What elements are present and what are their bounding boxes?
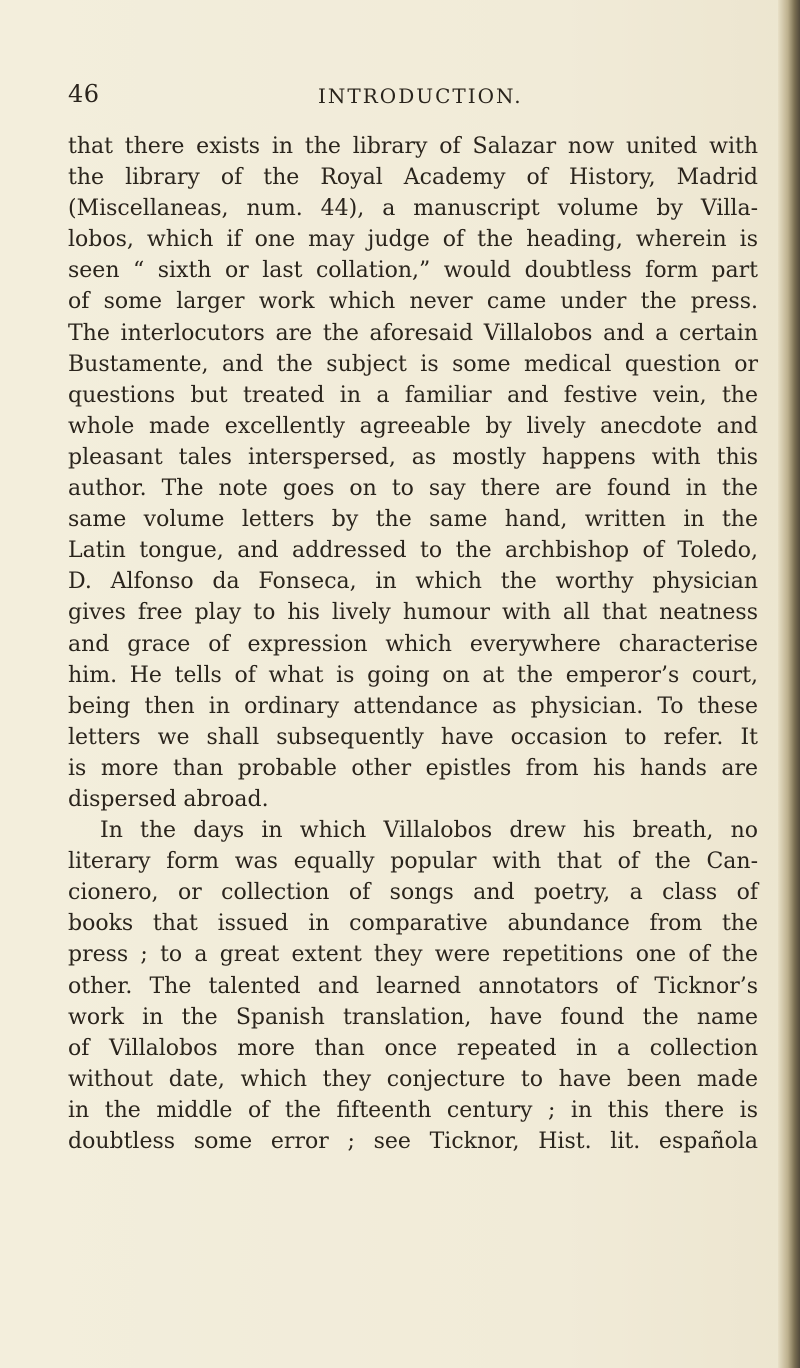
paragraph-end-line: dispersed abroad. [68,786,269,812]
text-line: press ; to a great extent they were repetitions one of the [68,942,758,968]
body-text [68,131,758,1157]
page-number: 46 [68,80,100,108]
text-line: the library of the Royal Academy of History, Madrid [68,165,758,191]
text-line: author. The note goes on to say there are found in the [68,476,758,502]
text-line: books that issued in comparative abundance from the [68,911,758,937]
text-line: literary form was equally popular with that of the Can- [68,849,758,875]
page-edge-shadow [778,0,800,1368]
text-line: cionero, or collection of songs and poetry, a class of [68,880,758,906]
text-line: is more than probable other epistles from his hands are [68,755,758,781]
text-line: (Miscellaneas, num. 44), a manuscript volume by Villa- [68,196,758,222]
text-line: being then in ordinary attendance as physician. To these [68,693,758,719]
text-line: other. The talented and learned annotators of Ticknor’s [68,973,758,999]
text-line: D. Alfonso da Fonseca, in which the worthy physician [68,569,758,595]
text-line: Latin tongue, and addressed to the archbishop of Toledo, [68,538,758,564]
text-line: him. He tells of what is going on at the emperor’s court, [68,662,758,688]
text-line: gives free play to his lively humour with all that neatness [68,600,758,626]
text-line: and grace of expression which everywhere characterise [68,631,758,657]
text-line: seen “ sixth or last collation,” would doubtless form part [68,258,758,284]
text-line: questions but treated in a familiar and festive vein, the [68,382,758,408]
text-line: doubtless some error ; see Ticknor, Hist. lit. española [68,1129,758,1154]
text-line: lobos, which if one may judge of the heading, wherein is [68,227,758,253]
text-line: in the middle of the fifteenth century ; in this there is [68,1097,758,1123]
text-line: same volume letters by the same hand, written in the [68,507,758,533]
text-line: letters we shall subsequently have occasion to refer. It [68,724,758,750]
text-line: that there exists in the library of Salazar now united with [68,134,758,159]
text-line: whole made excellently agreeable by lively anecdote and [68,413,758,439]
page-header [68,80,768,112]
paragraph-start-line: In the days in which Villalobos drew his breath, no [100,818,758,844]
text-line: work in the Spanish translation, have found the name [68,1004,758,1030]
text-line: Bustamente, and the subject is some medical question or [68,351,758,377]
text-line: of Villalobos more than once repeated in a collection [68,1035,758,1061]
text-line: The interlocutors are the aforesaid Villalobos and a certain [68,320,758,346]
running-title: INTRODUCTION. [318,84,523,108]
text-line: of some larger work which never came under the press. [68,289,758,315]
text-line: without date, which they conjecture to have been made [68,1066,758,1092]
text-line: pleasant tales interspersed, as mostly happens with this [68,444,758,470]
